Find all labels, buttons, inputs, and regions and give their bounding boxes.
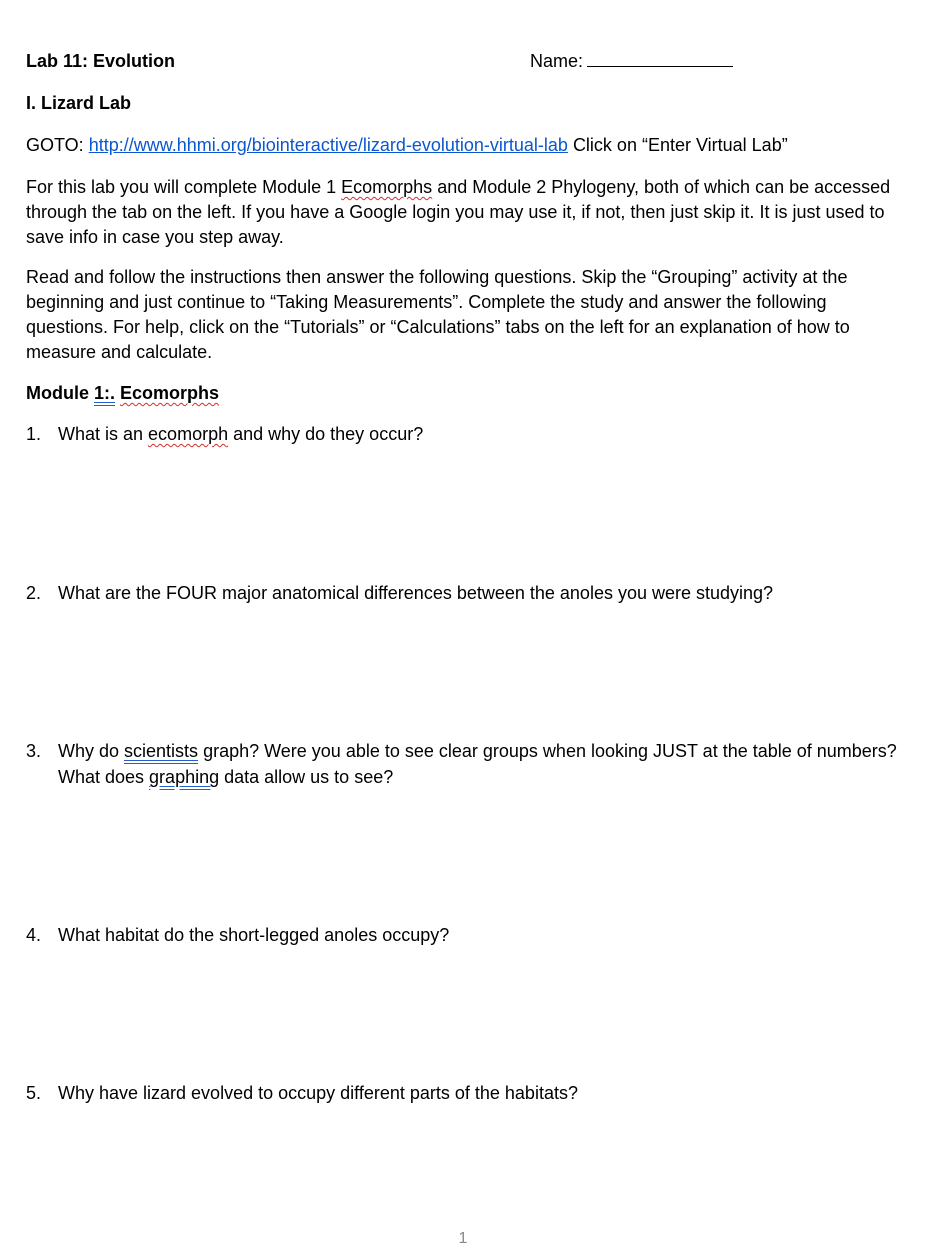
module-prefix: Module: [26, 383, 94, 403]
module-number: 1:.: [94, 383, 116, 403]
question-3-number: 3.: [26, 741, 42, 761]
question-1-text: [58, 421, 898, 447]
question-5-text: Why have lizard evolved to occupy different parts of the habitats?: [58, 1083, 578, 1103]
q1-text: and why do they occur?: [228, 424, 424, 444]
name-field[interactable]: [530, 48, 733, 74]
question-3-text: [58, 738, 898, 790]
grammar-word: scientists: [124, 741, 199, 761]
q3-text: Why do: [58, 741, 125, 761]
spellcheck-word: Ecomorphs: [341, 177, 433, 197]
question-4-text: What habitat do the short-legged anoles occupy?: [58, 925, 450, 945]
section-title: I. Lizard Lab: [26, 93, 132, 113]
goto-label: GOTO:: [26, 135, 84, 155]
question-5-number: 5.: [26, 1083, 42, 1103]
grammar-word: graphing: [149, 767, 220, 787]
name-label: Name:: [530, 51, 584, 71]
question-2-text: What are the FOUR major anatomical differences between the anoles you were studying?: [58, 583, 774, 603]
lab-link[interactable]: http://www.hhmi.org/biointeractive/lizard-evolution-virtual-lab: [88, 135, 568, 155]
goto-instruction: Click on “Enter Virtual Lab”: [572, 135, 788, 155]
goto-line: [26, 132, 788, 158]
question-2-number: 2.: [26, 583, 42, 603]
spellcheck-word: ecomorph: [148, 424, 229, 444]
name-blank-line[interactable]: [587, 48, 733, 67]
q3-text: data allow us to see?: [219, 767, 394, 787]
module-heading: [26, 380, 219, 406]
intro-text: For this lab you will complete Module 1: [26, 177, 342, 197]
intro-text: and Module 2 Phylogeny, both of which can be accessed through the tab on the left. If you have a Google login you may use it, if not, then just skip it. It is just used to save info in case you step away.: [26, 177, 891, 247]
q3-text: graph? Were you able to see clear groups when looking JUST at the table of numbers? What does: [58, 741, 897, 787]
question-1-number: 1.: [26, 424, 42, 444]
module-name: Ecomorphs: [120, 383, 220, 403]
lab-title: Lab 11: Evolution: [26, 51, 176, 71]
intro-paragraph-1: [26, 175, 906, 250]
page-number: 1: [458, 1230, 468, 1247]
intro-paragraph-2: Read and follow the instructions then answer the following questions. Skip the “Grouping” activity at the beginning and just continue to “Taking Measurements”. Complete the study and answer the following questions. For help, click on the “Tutorials” or “Calculations” tabs on the left for an explanation of how to measure and calculate.: [26, 267, 850, 362]
q1-text: What is an: [58, 424, 149, 444]
question-4-number: 4.: [26, 925, 42, 945]
